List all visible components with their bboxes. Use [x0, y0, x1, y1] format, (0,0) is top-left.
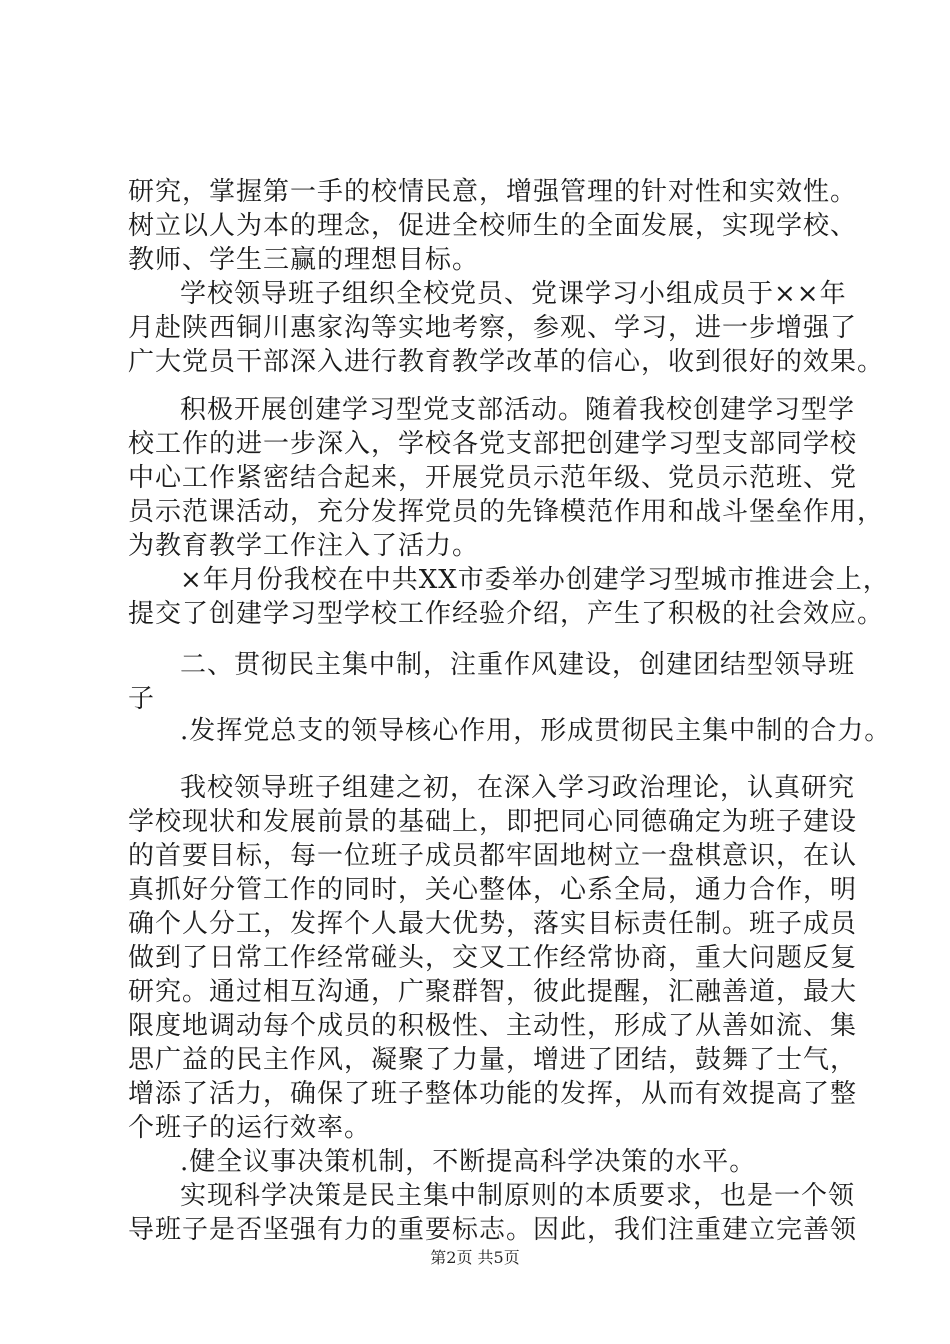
- text-line: ×年月份我校在中共XX市委举办创建学习型城市推进会上，: [180, 565, 890, 595]
- text-line: 增添了活力，确保了班子整体功能的发挥，从而有效提高了整: [128, 1079, 858, 1109]
- text-line: 树立以人为本的理念，促进全校师生的全面发展，实现学校、: [128, 211, 858, 241]
- text-line: 思广益的民主作风，凝聚了力量，增进了团结，鼓舞了士气，: [128, 1045, 858, 1075]
- text-line: 提交了创建学习型学校工作经验介绍，产生了积极的社会效应。: [128, 599, 885, 629]
- section-heading: 子: [128, 684, 156, 714]
- text-line: 真抓好分管工作的同时，关心整体，心系全局，通力合作，明: [128, 875, 858, 905]
- text-line: 中心工作紧密结合起来，开展党员示范年级、党员示范班、党: [128, 463, 858, 493]
- section-heading: 二、贯彻民主集中制，注重作风建设，创建团结型领导班: [180, 650, 856, 680]
- text-line: 我校领导班子组建之初，在深入学习政治理论，认真研究: [180, 773, 856, 803]
- text-line: 个班子的运行效率。: [128, 1113, 372, 1143]
- text-line: 广大党员干部深入进行教育教学改革的信心，收到很好的效果。: [128, 347, 885, 377]
- text-line: 教师、学生三赢的理想目标。: [128, 245, 480, 275]
- text-line: 校工作的进一步深入，学校各党支部把创建学习型支部同学校: [128, 429, 858, 459]
- page-footer: 第2页 共5页: [430, 1248, 520, 1267]
- text-line: 实现科学决策是民主集中制原则的本质要求，也是一个领: [180, 1181, 856, 1211]
- text-line: 学校领导班子组织全校党员、党课学习小组成员于××年: [180, 279, 847, 309]
- text-line: 积极开展创建学习型党支部活动。随着我校创建学习型学: [180, 395, 856, 425]
- text-line: 为教育教学工作注入了活力。: [128, 531, 480, 561]
- text-line: 的首要目标，每一位班子成员都牢固地树立一盘棋意识，在认: [128, 841, 858, 871]
- text-line: 做到了日常工作经常碰头，交叉工作经常协商，重大问题反复: [128, 943, 858, 973]
- subsection-heading: .健全议事决策机制，不断提高科学决策的水平。: [180, 1147, 757, 1177]
- text-line: 限度地调动每个成员的积极性、主动性，形成了从善如流、集: [128, 1011, 858, 1041]
- text-line: 研究，掌握第一手的校情民意，增强管理的针对性和实效性。: [128, 177, 858, 207]
- text-line: 学校现状和发展前景的基础上，即把同心同德确定为班子建设: [128, 807, 858, 837]
- subsection-heading: .发挥党总支的领导核心作用，形成贯彻民主集中制的合力。: [180, 716, 892, 746]
- text-line: 导班子是否坚强有力的重要标志。因此，我们注重建立完善领: [128, 1215, 858, 1245]
- text-line: 员示范课活动，充分发挥党员的先锋模范作用和战斗堡垒作用，: [128, 497, 885, 527]
- text-line: 月赴陕西铜川惠家沟等实地考察，参观、学习，进一步增强了: [128, 313, 858, 343]
- text-line: 确个人分工，发挥个人最大优势，落实目标责任制。班子成员: [128, 909, 858, 939]
- text-line: 研究。通过相互沟通，广聚群智，彼此提醒，汇融善道，最大: [128, 977, 858, 1007]
